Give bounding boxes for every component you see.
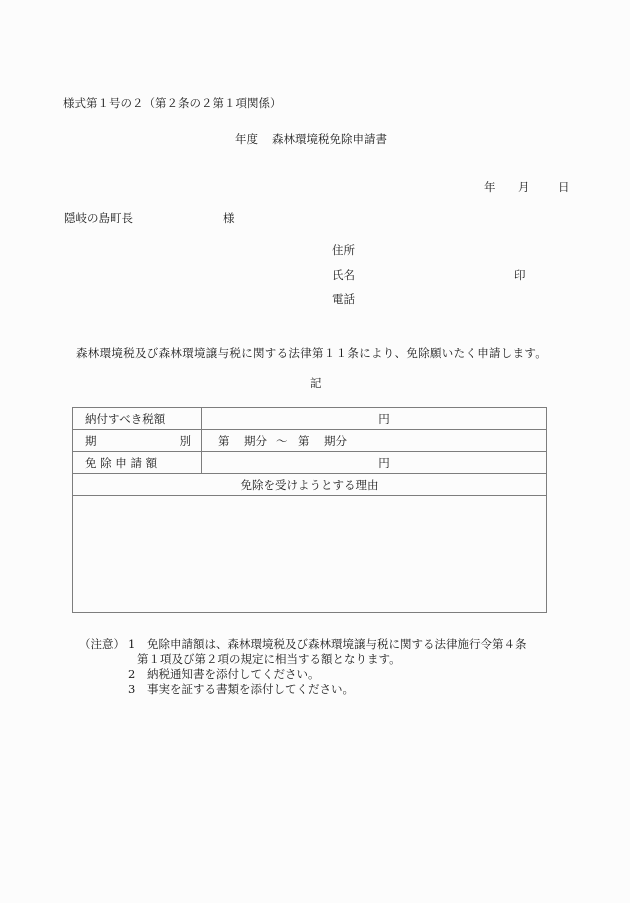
fiscal-year-label: 年度 bbox=[235, 132, 258, 146]
notes-tag: （注意） bbox=[79, 637, 125, 651]
application-statement: 森林環境税及び森林環境譲与税に関する法律第１１条により、免除願いたく申請します。 bbox=[76, 346, 548, 360]
exemption-amount-label: 免 除 申 請 額 bbox=[73, 452, 202, 474]
application-table bbox=[72, 407, 547, 613]
yen-unit: 円 bbox=[378, 455, 390, 470]
note-text: 免除申請額は、森林環境税及び森林環境譲与税に関する法律施行令第４条 bbox=[147, 637, 527, 651]
period-dai-2: 第 bbox=[298, 433, 310, 448]
period-label: 期 別 bbox=[73, 430, 202, 452]
ki-heading: 記 bbox=[310, 376, 322, 390]
tax-amount-label: 納付すべき税額 bbox=[73, 408, 202, 430]
note-number: 3 bbox=[128, 682, 136, 696]
tax-amount-field[interactable] bbox=[202, 408, 547, 430]
year-label: 年 bbox=[484, 180, 496, 194]
exemption-amount-field[interactable] bbox=[202, 452, 547, 474]
addressee-name: 隠岐の島町長 bbox=[64, 211, 133, 225]
addressee-honorific: 様 bbox=[223, 211, 235, 225]
reason-field[interactable] bbox=[73, 496, 547, 613]
phone-label: 電話 bbox=[332, 292, 355, 306]
period-kibun-1: 期分 bbox=[244, 433, 267, 448]
reason-header: 免除を受けようとする理由 bbox=[73, 474, 547, 496]
note-text: 事実を証する書類を添付してください。 bbox=[147, 682, 354, 696]
day-label: 日 bbox=[558, 180, 570, 194]
period-dai-1: 第 bbox=[218, 433, 230, 448]
period-tilde: ～ bbox=[276, 433, 288, 448]
seal-label: 印 bbox=[514, 268, 526, 282]
title-text: 森林環境税免除申請書 bbox=[272, 132, 387, 146]
form-number: 様式第１号の２（第２条の２第１項関係） bbox=[63, 96, 282, 110]
document-title bbox=[235, 132, 387, 146]
table-row-reason-body bbox=[73, 496, 547, 613]
month-label: 月 bbox=[518, 180, 530, 194]
note-number: 1 bbox=[128, 637, 136, 651]
table-row-tax-amount bbox=[73, 408, 547, 430]
address-label: 住所 bbox=[332, 243, 355, 257]
note-continuation: 第１項及び第２項の規定に相当する額となります。 bbox=[137, 652, 401, 666]
period-kibun-2: 期分 bbox=[324, 433, 347, 448]
yen-unit: 円 bbox=[378, 411, 390, 426]
note-number: 2 bbox=[128, 667, 136, 681]
table-row-period bbox=[73, 430, 547, 452]
note-text: 納税通知書を添付してください。 bbox=[147, 667, 320, 681]
table-row-exemption-amount bbox=[73, 452, 547, 474]
period-field[interactable] bbox=[202, 430, 547, 452]
date-line bbox=[484, 180, 570, 194]
name-label: 氏名 bbox=[332, 268, 355, 282]
table-row-reason-header bbox=[73, 474, 547, 496]
